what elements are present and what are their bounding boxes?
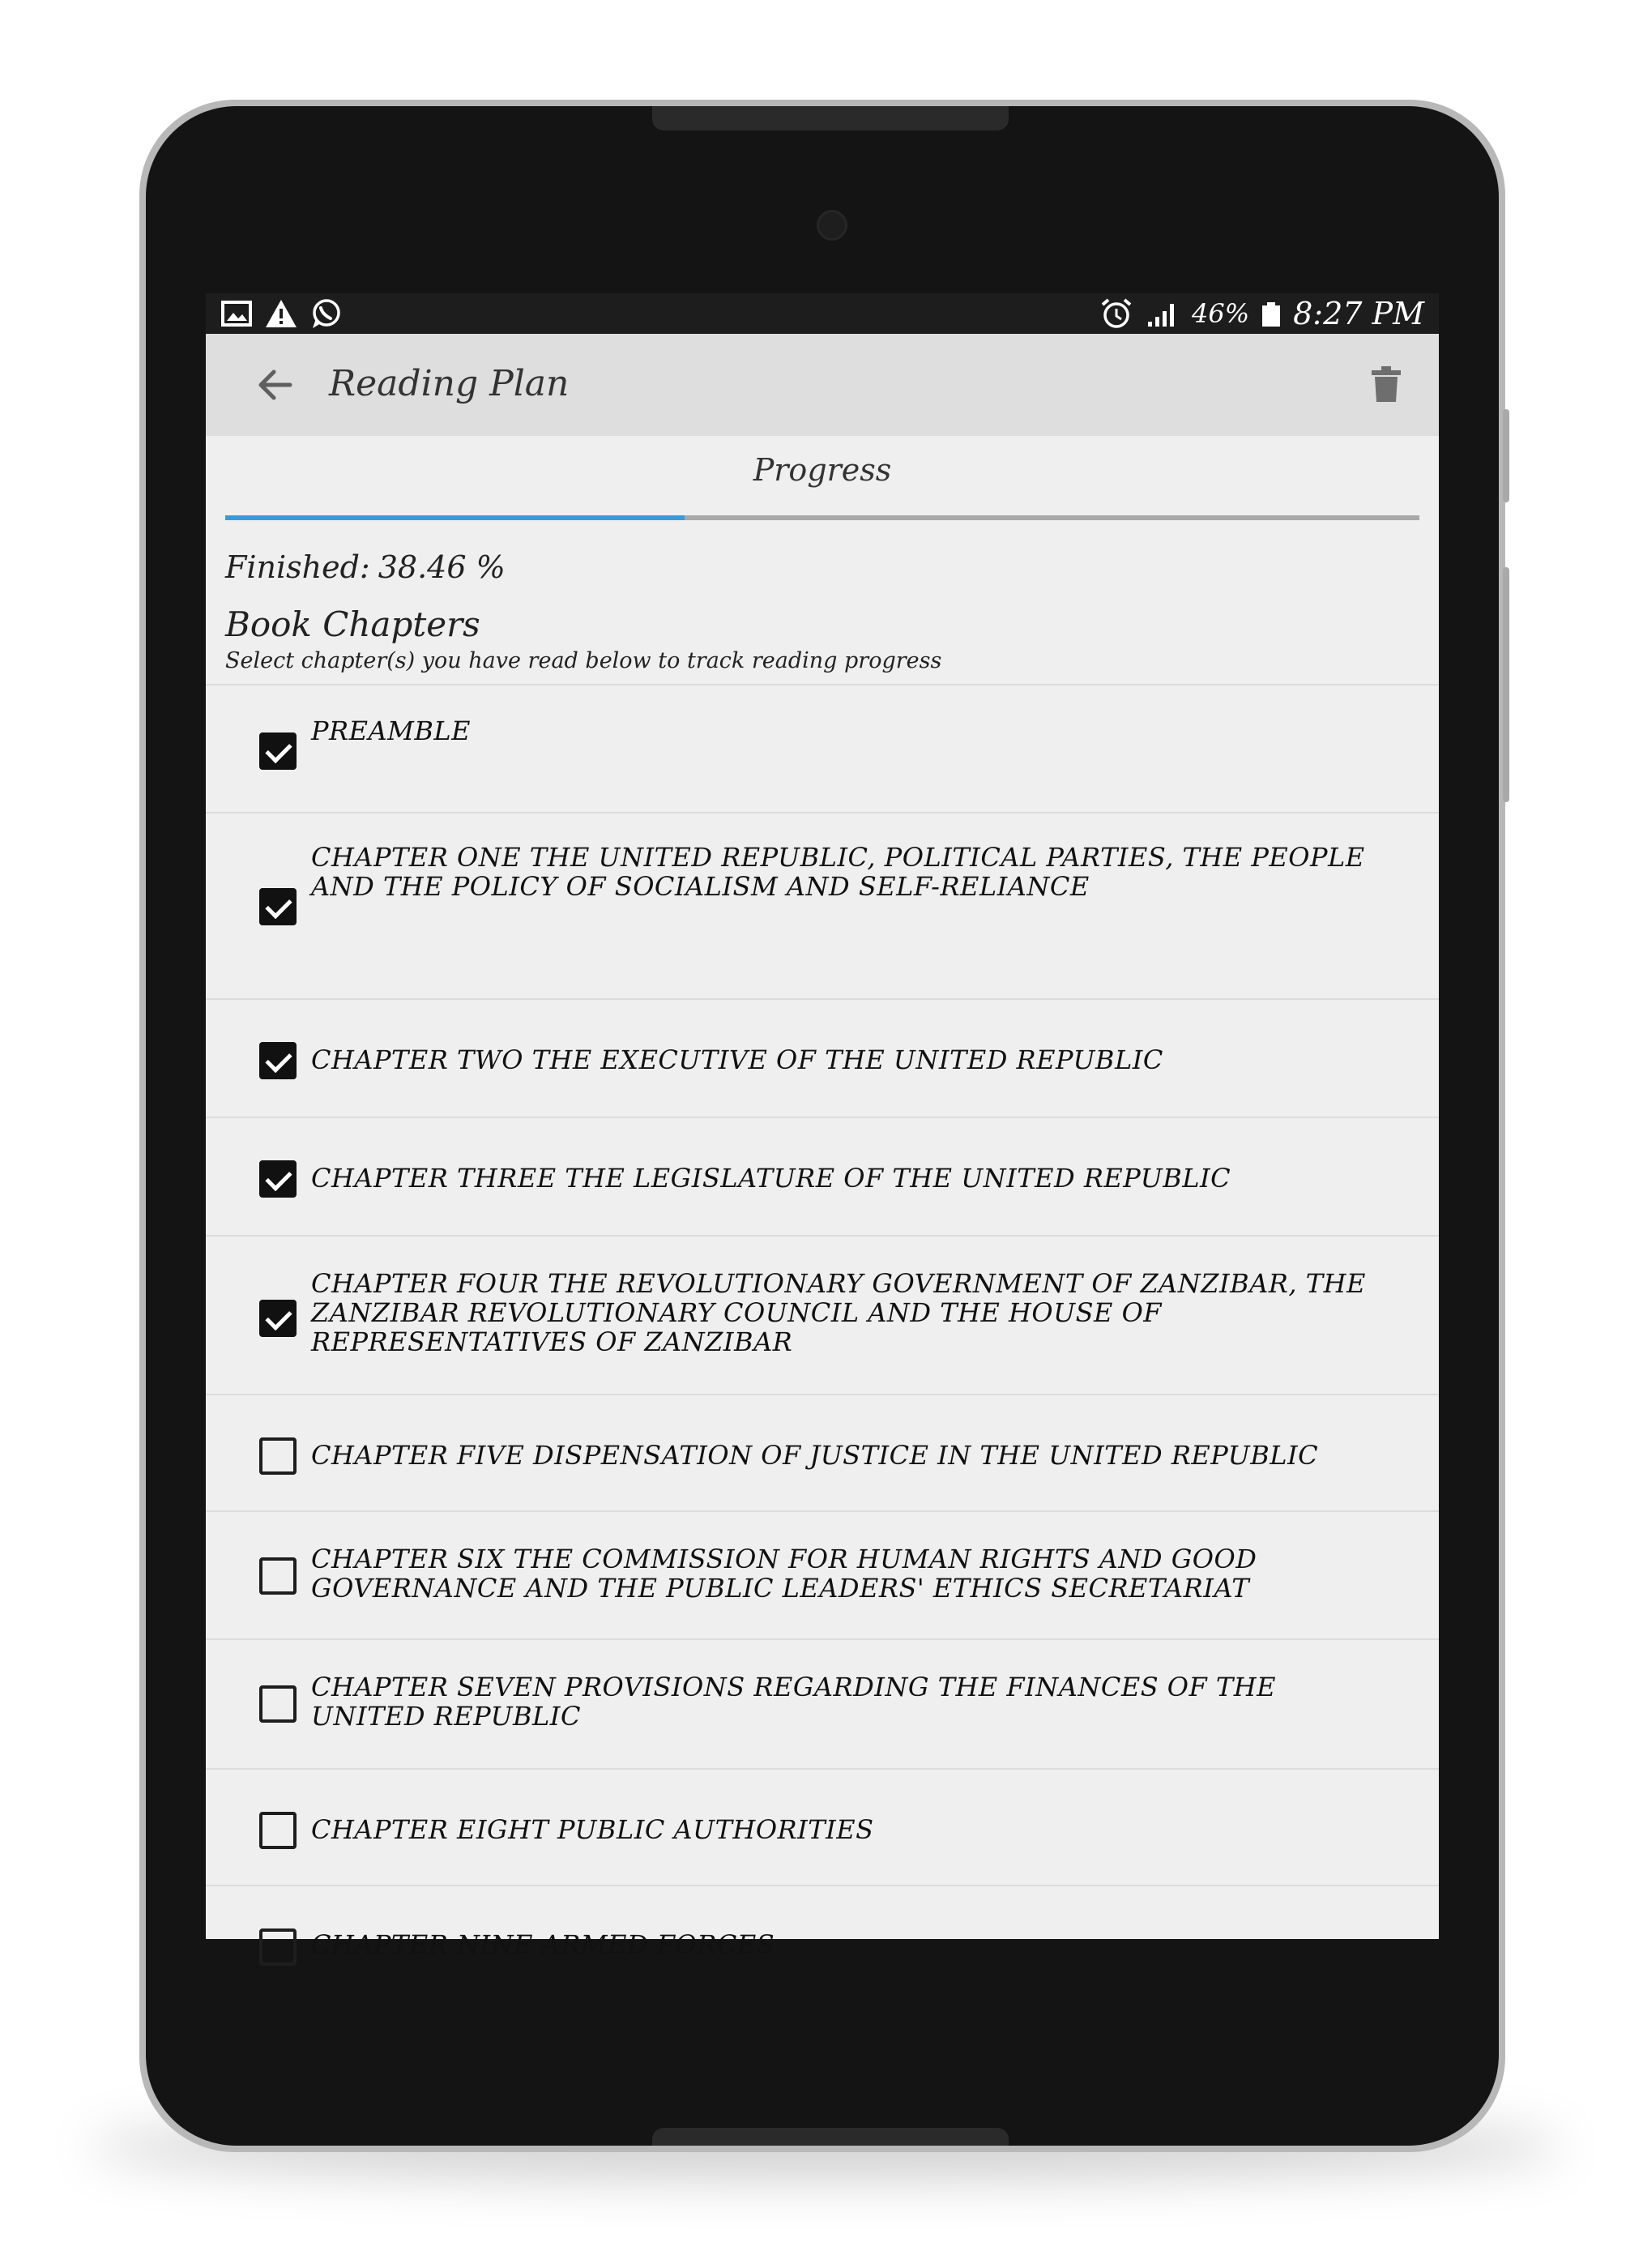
page-title: Reading Plan — [329, 363, 570, 404]
chapter-checkbox[interactable] — [259, 1437, 297, 1475]
whatsapp-icon — [309, 297, 342, 330]
chapter-row[interactable] — [206, 812, 1439, 998]
chapter-checkbox[interactable] — [259, 733, 297, 770]
finished-value: 38.46 % — [378, 549, 506, 585]
progress-bar — [225, 515, 1419, 520]
chapter-checkbox[interactable] — [259, 888, 297, 925]
chapter-checkbox[interactable] — [259, 1685, 297, 1723]
battery-icon — [1261, 299, 1282, 328]
section-title: Book Chapters — [225, 604, 480, 644]
app-screen — [206, 293, 1439, 1960]
chapter-label: CHAPTER SIX THE COMMISSION FOR HUMAN RIGHTS AND GOOD GOVERNANCE AND THE PUBLIC LEADERS' ETHICS SECRETARIAT — [311, 1544, 1257, 1604]
chapter-checkbox[interactable] — [259, 1160, 297, 1198]
chapter-checkbox[interactable] — [259, 1812, 297, 1849]
chapter-row[interactable] — [206, 1394, 1439, 1510]
chapter-row[interactable] — [206, 1117, 1439, 1235]
chapter-label: PREAMBLE — [311, 715, 471, 746]
side-button-lower — [1503, 567, 1509, 802]
chapter-label: CHAPTER SEVEN PROVISIONS REGARDING THE FINANCES OF THE UNITED REPUBLIC — [311, 1672, 1276, 1732]
finished-label: Finished: — [225, 549, 370, 585]
chapter-row[interactable] — [206, 998, 1439, 1117]
progress-fill — [225, 515, 685, 520]
chapter-checkbox[interactable] — [259, 1928, 297, 1966]
progress-label: Progress — [753, 452, 892, 488]
chapter-checkbox[interactable] — [259, 1042, 297, 1079]
finished-summary — [225, 549, 506, 585]
chapter-checkbox[interactable] — [259, 1557, 297, 1595]
signal-icon — [1145, 299, 1180, 328]
gallery-icon — [220, 299, 253, 328]
battery-percent: 46% — [1191, 298, 1250, 329]
section-subtitle: Select chapter(s) you have read below to track reading progress — [225, 648, 942, 673]
clock: 8:27 PM — [1293, 296, 1424, 331]
chapter-label: CHAPTER TWO THE EXECUTIVE OF THE UNITED REPUBLIC — [311, 1044, 1163, 1075]
chapter-label: CHAPTER THREE THE LEGISLATURE OF THE UNITED REPUBLIC — [311, 1163, 1231, 1194]
chapter-label: CHAPTER FOUR THE REVOLUTIONARY GOVERNMENT OF ZANZIBAR, THE ZANZIBAR REVOLUTIONARY COUNCIL AND THE HOUSE OF REPRESENTATIVES OF ZANZIBAR — [311, 1268, 1366, 1357]
status-bar-system — [1099, 296, 1424, 331]
chapter-row[interactable] — [206, 1885, 1439, 1990]
arrow-left-icon[interactable] — [251, 361, 300, 409]
chapter-label: CHAPTER NINE ARMED FORCES — [311, 1929, 775, 1960]
top-notch — [652, 106, 1009, 130]
alarm-icon — [1099, 297, 1133, 330]
trash-icon[interactable] — [1371, 365, 1402, 404]
bottom-notch — [652, 2128, 1009, 2146]
chapter-label: CHAPTER FIVE DISPENSATION OF JUSTICE IN THE UNITED REPUBLIC — [311, 1440, 1319, 1471]
chapter-checkbox[interactable] — [259, 1300, 297, 1337]
status-bar — [206, 293, 1439, 334]
status-bar-notifications — [220, 297, 342, 330]
chapter-row[interactable] — [206, 684, 1439, 812]
chapter-label: CHAPTER EIGHT PUBLIC AUTHORITIES — [311, 1814, 874, 1845]
chapter-label: CHAPTER ONE THE UNITED REPUBLIC, POLITICAL PARTIES, THE PEOPLE AND THE POLICY OF SOCIALISM AND SELF-RELIANCE — [311, 842, 1365, 902]
side-button-upper — [1503, 409, 1509, 502]
chapter-row[interactable] — [206, 1510, 1439, 1638]
warning-icon — [264, 298, 298, 329]
app-bar — [206, 334, 1439, 436]
chapter-list — [206, 684, 1439, 1990]
chapter-row[interactable] — [206, 1768, 1439, 1885]
front-camera — [817, 210, 847, 241]
chapter-row[interactable] — [206, 1638, 1439, 1768]
chapter-row[interactable] — [206, 1235, 1439, 1394]
